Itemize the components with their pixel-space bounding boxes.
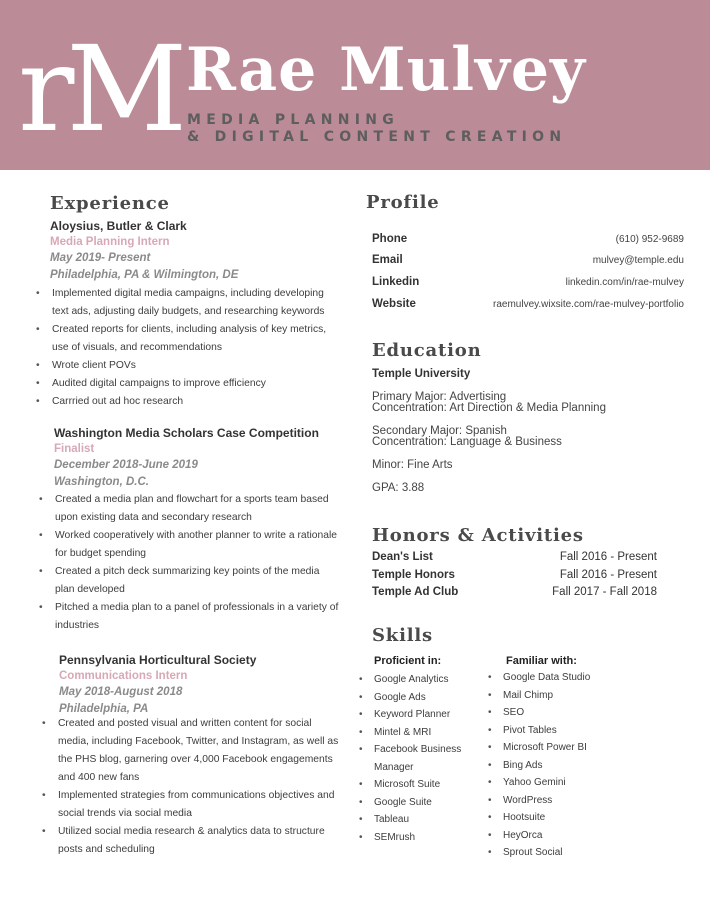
list-item: • Worked cooperatively with another planner to write a rationale for budget spending [39,527,339,563]
job-entry-phs [59,652,359,718]
honor-dates: Fall 2016 - Present [559,551,657,563]
honor-label: Dean's List [372,551,433,563]
job-dates: December 2018-June 2019 [54,459,198,471]
contact-value: linkedin.com/in/rae-mulvey [565,276,684,288]
job-location: Washington, D.C. [54,476,149,488]
list-item: • Pitched a media plan to a panel of professionals in a variety of industries [39,599,339,635]
job-location: Philadelphia, PA & Wilmington, DE [50,269,239,281]
header-band [0,0,710,170]
list-item: • SEMrush [359,829,481,847]
contact-row-linkedin [372,273,684,291]
education-secondary-concentration: Concentration: Language & Business [372,436,562,448]
contact-row-email [372,251,684,269]
list-item: • Microsoft Power BI [488,739,618,757]
job-bullets-phs [42,715,342,859]
contact-label: Phone [372,233,408,245]
education-gpa: GPA: 3.88 [372,482,425,494]
list-item: • WordPress [488,792,618,810]
list-item: • Utilized social media research & analytics data to structure posts and scheduling [42,823,342,859]
contact-value: raemulvey.wixsite.com/rae-mulvey-portfolio [493,298,684,310]
list-item: • Yahoo Gemini [488,774,618,792]
list-item: • SEO [488,704,618,722]
contact-value: (610) 952-9689 [615,233,684,245]
honor-dates: Fall 2017 - Fall 2018 [552,586,657,598]
skills-proficient-heading: Proficient in: [374,655,442,667]
honor-row-ad-club [372,584,657,600]
job-company: Washington Media Scholars Case Competition [54,426,319,440]
job-entry-wmsc [54,425,354,491]
contact-label: Email [372,254,403,266]
monogram-logo: rM [18,20,180,158]
list-item: • Keyword Planner [359,706,481,724]
education-primary-major: Primary Major: Advertising [372,391,507,403]
honor-dates: Fall 2016 - Present [559,569,657,581]
list-item: • Audited digital campaigns to improve efficiency [36,375,336,393]
skills-heading: Skills [372,625,433,646]
education-heading: Education [372,340,482,361]
list-item: • Google Suite [359,794,481,812]
job-location: Philadelphia, PA [59,703,149,715]
honors-heading: Honors & Activities [372,525,584,546]
job-dates: May 2019- Present [50,252,151,264]
list-item: • Implemented strategies from communications objectives and social trends via social media [42,787,342,823]
list-item: • Created reports for clients, including analysis of key metrics, use of visuals, and recommendations [36,321,336,357]
education-minor: Minor: Fine Arts [372,459,453,471]
profile-heading: Profile [366,192,440,213]
job-role: Communications Intern [59,670,188,682]
education-primary-concentration: Concentration: Art Direction & Media Planning [372,402,606,414]
job-bullets-wmsc [39,491,339,635]
tagline-line-1: MEDIA PLANNING [187,112,400,128]
list-item: • Google Analytics [359,671,481,689]
job-role: Media Planning Intern [50,236,170,248]
list-item: • Created and posted visual and written content for social media, including Facebook, Twitter, and Instagram, as well as the PHS blog, garnering over 4,000 Facebook engagements and 400 new fans [42,715,342,787]
list-item: • Hootsuite [488,809,618,827]
skills-familiar-list [488,669,618,862]
skills-familiar-heading: Familiar with: [506,655,577,667]
candidate-name: Rae Mulvey [186,35,586,105]
list-item: • Mintel & MRI [359,724,481,742]
list-item: • Google Data Studio [488,669,618,687]
honor-row-deans-list [372,549,657,565]
honor-row-temple-honors [372,567,657,583]
contact-label: Website [372,298,416,310]
experience-heading: Experience [50,193,170,214]
job-bullets-abc [36,285,336,411]
list-item: • Microsoft Suite [359,776,481,794]
list-item: • Google Ads [359,689,481,707]
education-school: Temple University [372,368,471,380]
education-secondary-major: Secondary Major: Spanish [372,425,507,437]
list-item: • Facebook Business Manager [359,741,471,776]
tagline-line-2: & DIGITAL CONTENT CREATION [187,129,567,145]
job-dates: May 2018-August 2018 [59,686,183,698]
contact-row-website [372,295,684,313]
list-item: • HeyOrca [488,827,618,845]
contact-value: mulvey@temple.edu [592,254,684,266]
list-item: • Implemented digital media campaigns, including developing text ads, adjusting daily budgets, and researching keywords [36,285,336,321]
contact-row-phone [372,230,684,248]
list-item: • Mail Chimp [488,687,618,705]
list-item: • Bing Ads [488,757,618,775]
honor-label: Temple Honors [372,569,455,581]
job-role: Finalist [54,443,95,455]
job-entry-abc [50,218,350,284]
list-item: • Created a media plan and flowchart for a sports team based upon existing data and secondary research [39,491,339,527]
list-item: • Tableau [359,811,481,829]
list-item: • Created a pitch deck summarizing key points of the media plan developed [39,563,339,599]
list-item: • Wrote client POVs [36,357,336,375]
skills-proficient-list [359,671,481,846]
contact-label: Linkedin [372,276,420,288]
list-item: • Pivot Tables [488,722,618,740]
job-company: Aloysius, Butler & Clark [50,219,187,233]
list-item: • Sprout Social [488,844,618,862]
job-company: Pennsylvania Horticultural Society [59,653,257,667]
honor-label: Temple Ad Club [372,586,459,598]
list-item: • Carrried out ad hoc research [36,393,336,411]
